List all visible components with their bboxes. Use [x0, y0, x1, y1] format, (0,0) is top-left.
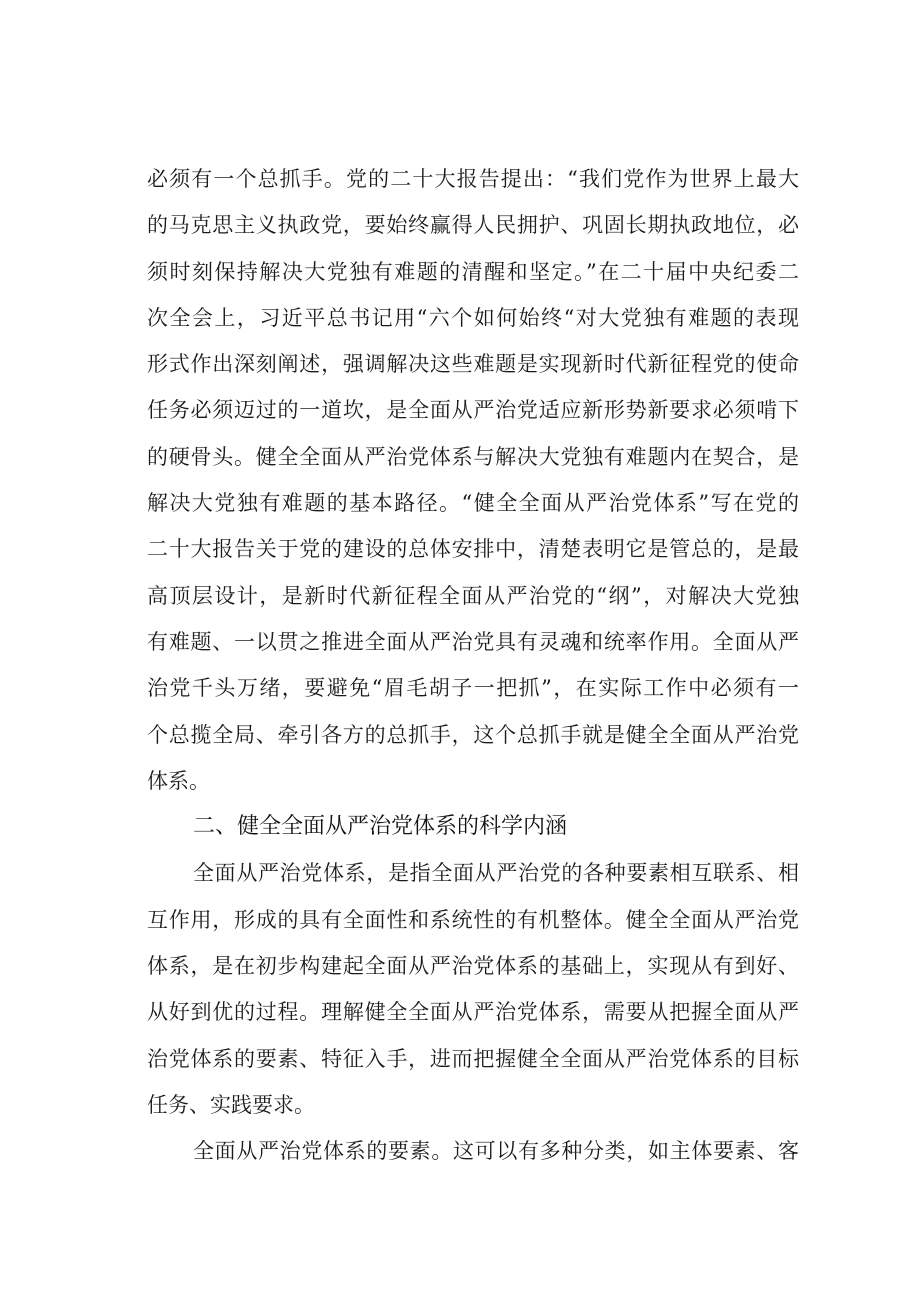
text-line: 治党千头万绪，要避免“眉毛胡子一把抓”，在实际工作中必须有一 [147, 676, 799, 701]
text-line: 高顶层设计，是新时代新征程全面从严治党的“纲”，对解决大党独 [147, 583, 799, 608]
text-line: 必须有一个总抓手。党的二十大报告提出：“我们党作为世界上最大 [147, 167, 799, 191]
section-heading: 二、健全全面从严治党体系的科学内涵 [193, 814, 568, 840]
text-line: 从好到优的过程。理解健全全面从严治党体系，需要从把握全面从严 [147, 1000, 799, 1025]
text-line: 体系，是在初步构建起全面从严治党体系的基础上，实现从有到好、 [147, 954, 799, 979]
text-line: 次全会上，习近平总书记用“六个如何始终“对大党独有难题的表现 [147, 305, 799, 330]
text-line: 二十大报告关于党的建设的总体安排中，清楚表明它是管总的，是最 [147, 537, 799, 562]
text-line: 治党体系的要素、特征入手，进而把握健全全面从严治党体系的目标 [147, 1046, 799, 1071]
text-line: 互作用，形成的具有全面性和系统性的有机整体。健全全面从严治党 [147, 907, 799, 932]
text-line: 体系。 [147, 768, 210, 793]
text-line: 形式作出深刻阐述，强调解决这些难题是实现新时代新征程党的使命 [147, 352, 799, 377]
text-line: 个总揽全局、牵引各方的总抓手，这个总抓手就是健全全面从严治党 [147, 722, 799, 747]
paragraph-1 [147, 156, 799, 804]
text-line: 须时刻保持解决大党独有难题的清醒和坚定。”在二十届中央纪委二 [147, 259, 799, 284]
text-line: 有难题、一以贯之推进全面从严治党具有灵魂和统率作用。全面从严 [147, 629, 799, 654]
paragraph-2 [147, 850, 799, 1128]
text-line: 全面从严治党体系，是指全面从严治党的各种要素相互联系、相 [193, 861, 799, 886]
text-line: 的硬骨头。健全全面从严治党体系与解决大党独有难题内在契合，是 [147, 444, 799, 469]
text-line: 全面从严治党体系的要素。这可以有多种分类，如主体要素、客 [193, 1139, 799, 1164]
document-body [147, 156, 799, 1175]
text-line: 的马克思主义执政党，要始终赢得人民拥护、巩固长期执政地位，必 [147, 213, 799, 238]
text-line: 任务必须迈过的一道坎，是全面从严治党适应新形势新要求必须啃下 [147, 398, 799, 423]
text-line: 解决大党独有难题的基本路径。“健全全面从严治党体系”写在党的 [147, 491, 799, 516]
text-line: 任务、实践要求。 [147, 1092, 315, 1117]
paragraph-3 [147, 1128, 799, 1174]
